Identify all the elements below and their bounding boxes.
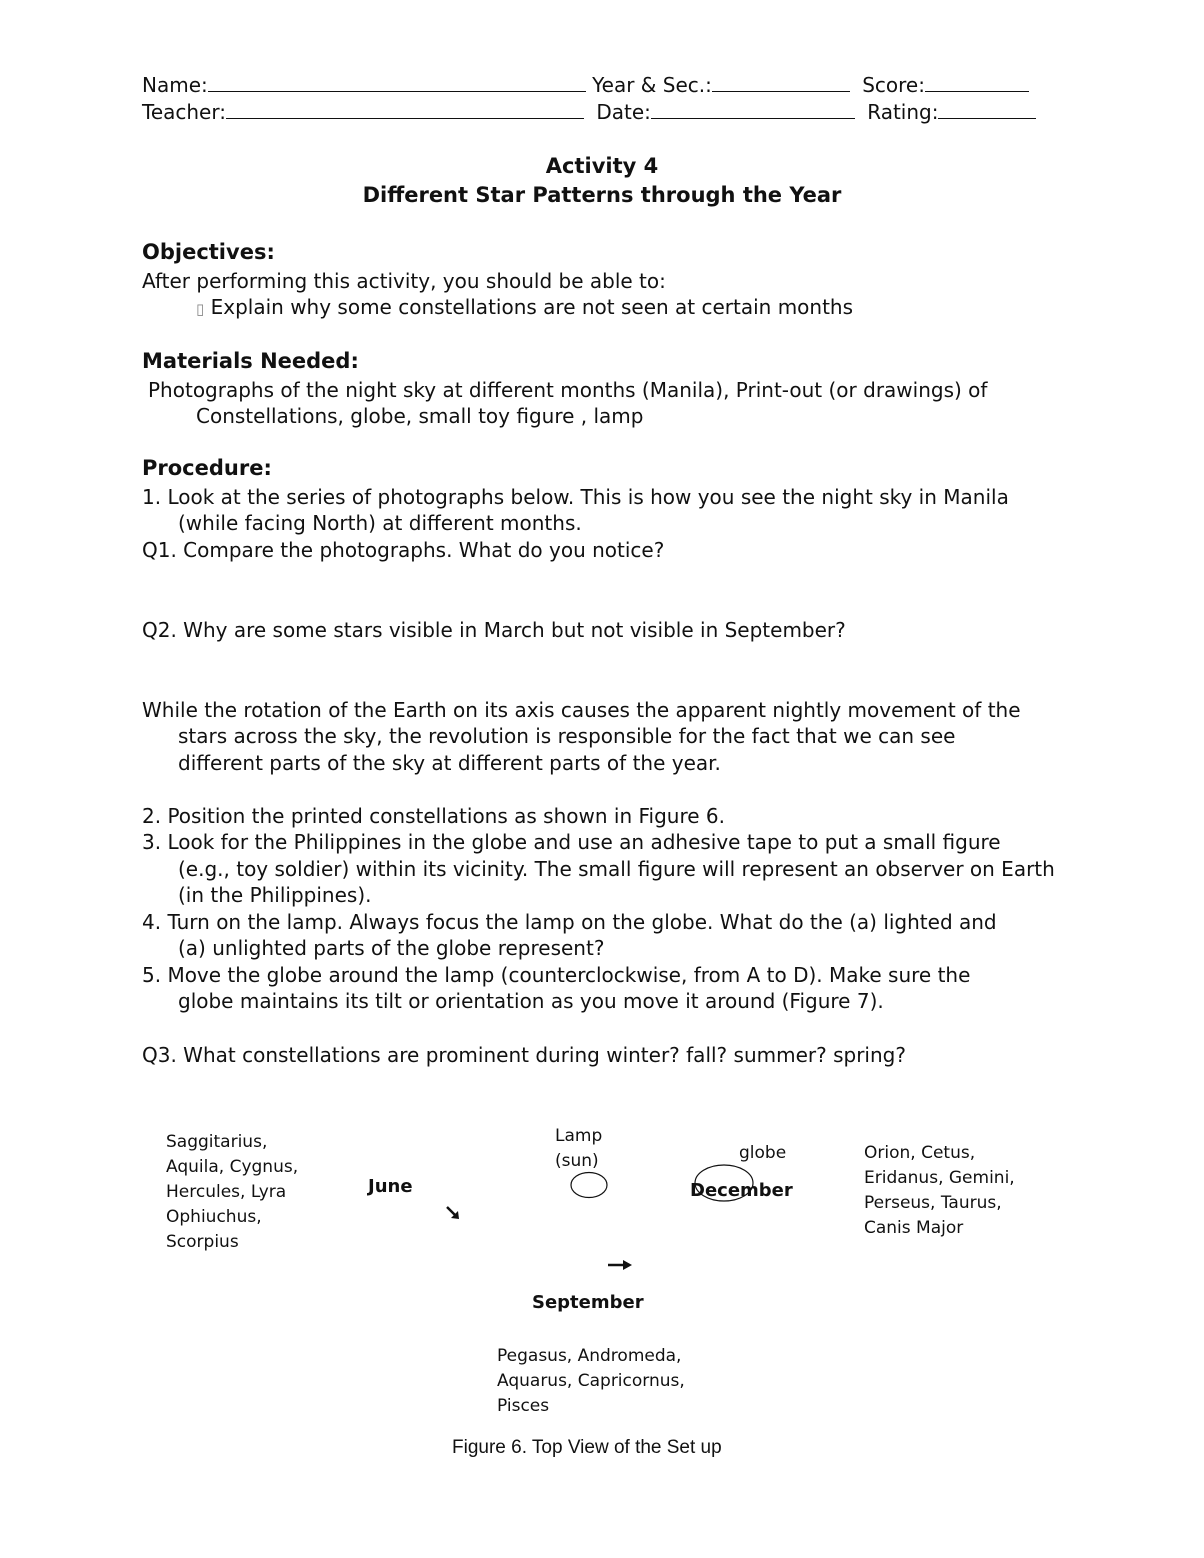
question-2: Q2. Why are some stars visible in March but not visible in September? [142,618,846,642]
objectives-item [196,294,853,322]
sun-label: (sun) [555,1151,599,1171]
header-row-1 [142,72,1029,98]
question-1: Q1. Compare the photographs. What do you notice? [142,538,665,562]
figure-caption: Figure 6. Top View of the Set up [452,1437,722,1458]
objectives-heading: Objectives: [142,240,275,264]
june-constellation: Aquila, Cygnus, [166,1157,299,1177]
date-field[interactable] [651,100,855,119]
arrow-down-right-icon [444,1204,462,1222]
step5-line-2: globe maintains its tilt or orientation as you move it around (Figure 7). [178,989,884,1013]
score-label: Score: [862,73,925,97]
score-field[interactable] [925,73,1029,92]
name-field[interactable] [208,73,586,92]
lamp-label: Lamp [555,1126,603,1146]
december-constellation: Orion, Cetus, [864,1143,976,1163]
header-row-2 [142,99,1036,125]
step4-line-2: (a) unlighted parts of the globe represent? [178,936,605,960]
procedure-heading: Procedure: [142,456,272,480]
june-constellation: Scorpius [166,1232,239,1252]
rating-field[interactable] [938,100,1036,119]
september-constellation: Pegasus, Andromeda, [497,1346,682,1366]
question-3: Q3. What constellations are prominent during winter? fall? summer? spring? [142,1043,906,1067]
year-label: Year & Sec.: [592,73,712,97]
step1-line-2: (while facing North) at different months. [178,511,582,535]
globe-label: globe [739,1143,787,1163]
september-constellation: Pisces [497,1396,550,1416]
materials-heading: Materials Needed: [142,349,359,373]
december-constellation: Eridanus, Gemini, [864,1168,1015,1188]
september-constellation: Aquarus, Capricornus, [497,1371,685,1391]
september-constellations [497,1344,685,1419]
june-constellations [166,1130,298,1255]
name-label: Name: [142,73,208,97]
june-constellation: Saggitarius, [166,1132,268,1152]
activity-subtitle: Different Star Patterns through the Year [362,183,842,207]
objective-text: Explain why some constellations are not seen at certain months [210,295,854,319]
step3-line-3: (in the Philippines). [178,883,372,907]
december-constellations [864,1141,1015,1241]
step1-line-1: 1. Look at the series of photographs below. This is how you see the night sky in Manila [142,485,1009,509]
year-field[interactable] [712,73,850,92]
december-constellation: Perseus, Taurus, [864,1193,1002,1213]
december-constellation: Canis Major [864,1218,964,1238]
bullet-icon: ▯ [196,300,205,318]
step2: 2. Position the printed constellations as shown in Figure 6. [142,804,725,828]
activity-title: Activity 4 [545,154,659,178]
objectives-intro: After performing this activity, you should be able to: [142,269,666,293]
june-label: June [368,1176,413,1197]
step4-line-1: 4. Turn on the lamp. Always focus the lamp on the globe. What do the (a) lighted and [142,910,997,934]
lamp-circle [568,1170,610,1200]
september-label: September [532,1292,644,1313]
step5-line-1: 5. Move the globe around the lamp (counterclockwise, from A to D). Make sure the [142,963,971,987]
date-label: Date: [596,100,651,124]
step3-line-1: 3. Look for the Philippines in the globe and use an adhesive tape to put a small figure [142,830,1001,854]
june-constellation: Hercules, Lyra [166,1182,287,1202]
teacher-field[interactable] [226,100,584,119]
materials-line-2: Constellations, globe, small toy figure , lamp [196,404,644,428]
teacher-label: Teacher: [142,100,226,124]
rating-label: Rating: [867,100,939,124]
paragraph-line-1: While the rotation of the Earth on its axis causes the apparent nightly movement of the [142,698,1021,722]
arrow-right-icon [606,1258,634,1272]
june-constellation: Ophiuchus, [166,1207,262,1227]
december-label: December [690,1180,793,1201]
materials-line-1: Photographs of the night sky at different months (Manila), Print-out (or drawings) of [148,378,988,402]
step3-line-2: (e.g., toy soldier) within its vicinity. The small figure will represent an observer on Earth [178,857,1055,881]
paragraph-line-2: stars across the sky, the revolution is responsible for the fact that we can see [178,724,956,748]
paragraph-line-3: different parts of the sky at different parts of the year. [178,751,721,775]
